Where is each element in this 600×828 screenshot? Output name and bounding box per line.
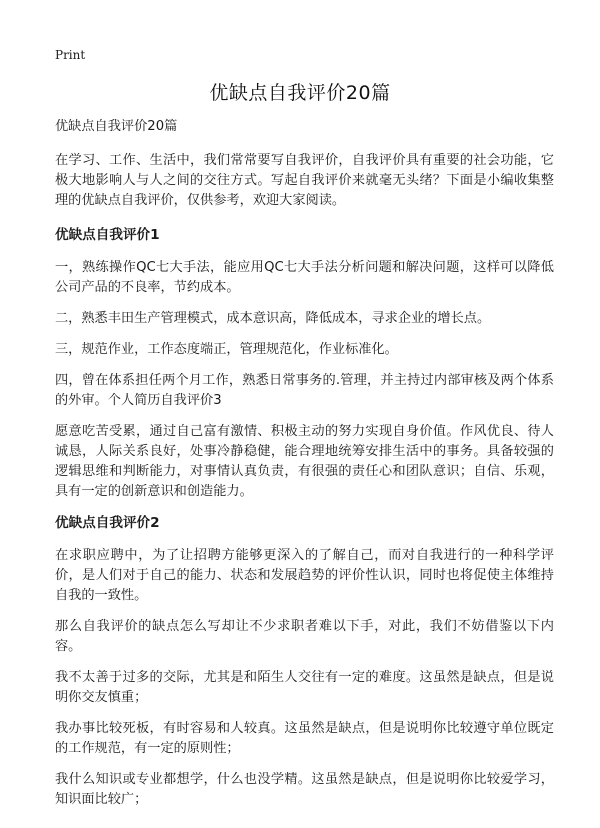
section2-paragraph: 那么自我评价的缺点怎么写却让不少求职者难以下手，对此，我们不妨借鉴以下内容。 [55,619,554,654]
section1-paragraph: 一，熟练操作QC七大手法，能应用QC七大手法分析问题和解决问题，这样可以降低公司产品的不良率，节约成本。 [55,260,554,295]
section2-paragraph: 我办事比较死板，有时容易和人较真。这虽然是缺点，但是说明你比较遵守单位既定的工作规范，有一定的原则性； [55,721,554,756]
intro-paragraph: 在学习、工作、生活中，我们常常要写自我评价，自我评价具有重要的社会功能，它极大地影响人与人之间的交往方式。写起自我评价来就毫无头绪？下面是小编收集整理的优缺点自我评价，仅供参考，欢迎大家阅读。 [55,153,554,208]
section1-paragraph: 四，曾在体系担任两个月工作，熟悉日常事务的.管理，并主持过内部审核及两个体系的外审。个人简历自我评价3 [55,373,554,408]
section2-paragraph: 在求职应聘中，为了让招聘方能够更深入的了解自己，而对自我进行的一种科学评价，是人们对于自己的能力、状态和发展趋势的评价性认识，同时也将促使主体维持自我的一致性。 [55,548,554,603]
section-heading-2: 优缺点自我评价2 [55,515,160,531]
section1-paragraph: 二，熟悉丰田生产管理模式，成本意识高，降低成本，寻求企业的增长点。 [55,311,491,326]
document-body [55,117,554,821]
section2-paragraph: 我不太善于过多的交际，尤其是和陌生人交往有一定的难度。这虽然是缺点，但是说明你交友慎重； [55,670,554,705]
document-subtitle: 优缺点自我评价20篇 [55,119,178,134]
page-title: 优缺点自我评价20篇 [209,82,391,104]
print-label: Print [55,48,86,62]
section2-paragraph: 我什么知识或专业都想学，什么也没学精。这虽然是缺点，但是说明你比较爱学习，知识面比较广； [55,772,554,807]
section1-paragraph: 三，规范作业，工作态度端正，管理规范化，作业标准化。 [55,342,398,357]
section1-paragraph: 愿意吃苦受累，通过自己富有激情、积极主动的努力实现自身价值。作风优良、待人诚恳，人际关系良好，处事冷静稳健，能合理地统筹安排生活中的事务。具备较强的逻辑思维和判断能力，对事情认真负责，有很强的责任心和团队意识；自信、乐观，具有一定的创新意识和创造能力。 [55,424,554,499]
section-heading-1: 优缺点自我评价1 [55,227,160,243]
